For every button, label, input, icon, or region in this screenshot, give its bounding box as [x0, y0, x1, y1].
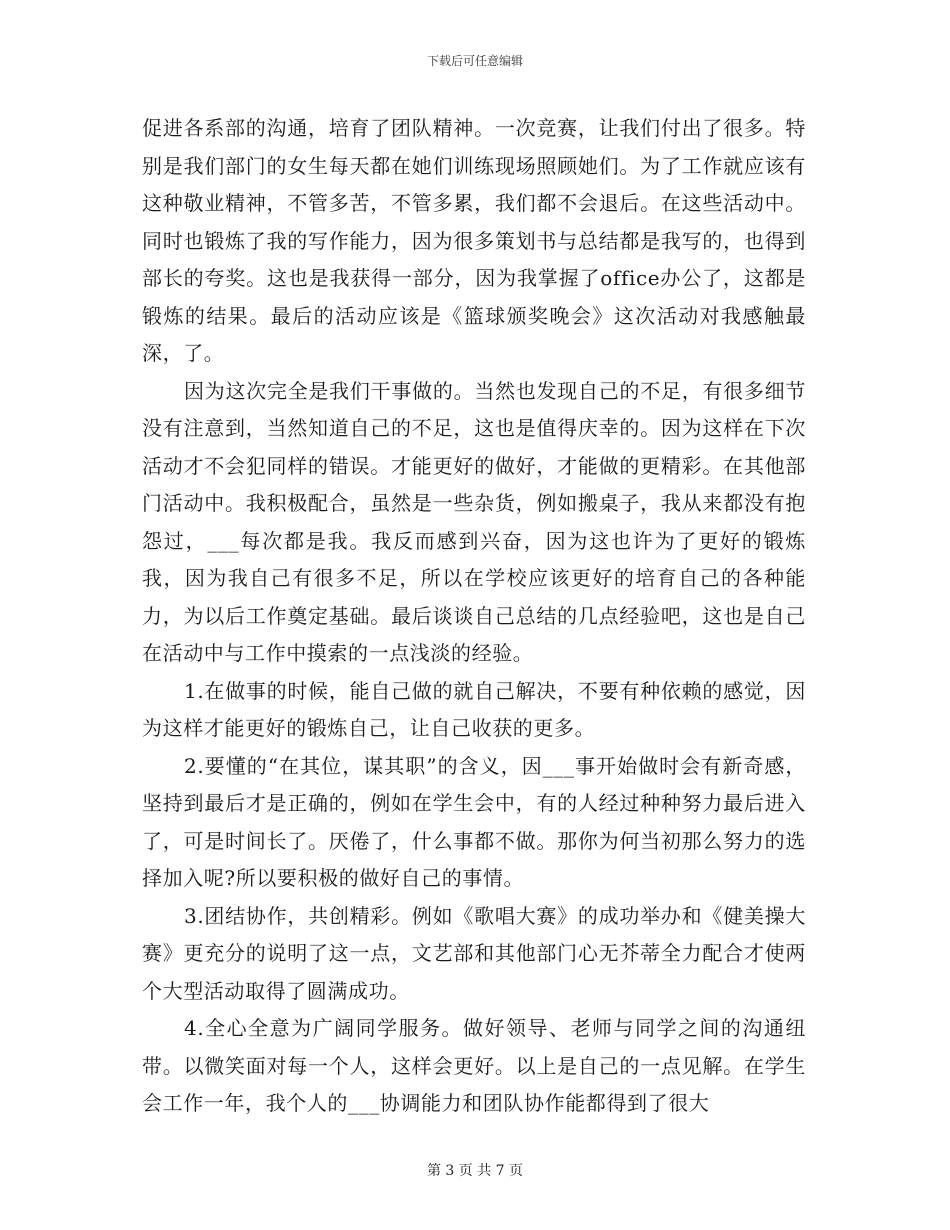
list-item-3: 3.团结协作，共创精彩。例如《歌唱大赛》的成功举办和《健美操大赛》更充分的说明了这一点，文艺部和其他部门心无芥蒂全力配合才使两个大型活动取得了圆满成功。	[142, 903, 806, 1003]
paragraph-1: 促进各系部的沟通，培育了团队精神。一次竞赛，让我们付出了很多。特别是我们部门的女生每天都在她们训练现场照顾她们。为了工作就应该有这种敬业精神，不管多苦，不管多累，我们都不会退后。在这些活动中。同时也锻炼了我的写作能力，因为很多策划书与总结都是我写的，也得到部长的夸奖。这也是我获得一部分，因为我掌握了office办公了，这都是锻炼的结果。最后的活动应该是《篮球颁奖晚会》这次活动对我感触最深，了。	[142, 116, 806, 365]
page-header: 下载后可任意编辑	[426, 54, 523, 68]
list-item-4: 4.全心全意为广阔同学服务。做好领导、老师与同学之间的沟通纽带。以微笑面对每一个人，这样会更好。以上是自己的一点见解。在学生会工作一年，我个人的___协调能力和团队协作能都得到了很大	[142, 1016, 806, 1115]
paragraph-2: 因为这次完全是我们干事做的。当然也发现自己的不足，有很多细节没有注意到，当然知道自己的不足，这也是值得庆幸的。因为这样在下次活动才不会犯同样的错误。才能更好的做好，才能做的更精彩。在其他部门活动中。我积极配合，虽然是一些杂货，例如搬桌子，我从来都没有抱怨过，___每次都是我。我反而感到兴奋，因为这也许为了更好的锻炼我，因为我自己有很多不足，所以在学校应该更好的培育自己的各种能力，为以后工作奠定基础。最后谈谈自己总结的几点经验吧，这也是自己在活动中与工作中摸索的一点浅淡的经验。	[142, 378, 806, 665]
list-item-1: 1.在做事的时候，能自己做的就自己解决，不要有种依赖的感觉，因为这样才能更好的锻炼自己，让自己收获的更多。	[142, 678, 806, 740]
document-body	[142, 110, 806, 1123]
page-footer: 第 3 页 共 7 页	[426, 1163, 524, 1179]
list-item-2: 2.要懂的“在其位，谋其职”的含义，因___事开始做时会有新奇感，坚持到最后才是正确的，例如在学生会中，有的人经过种种努力最后进入了，可是时间长了。厌倦了，什么事都不做。那你为何当初那么努力的选择加入呢?所以要积极的做好自己的事情。	[142, 753, 806, 890]
